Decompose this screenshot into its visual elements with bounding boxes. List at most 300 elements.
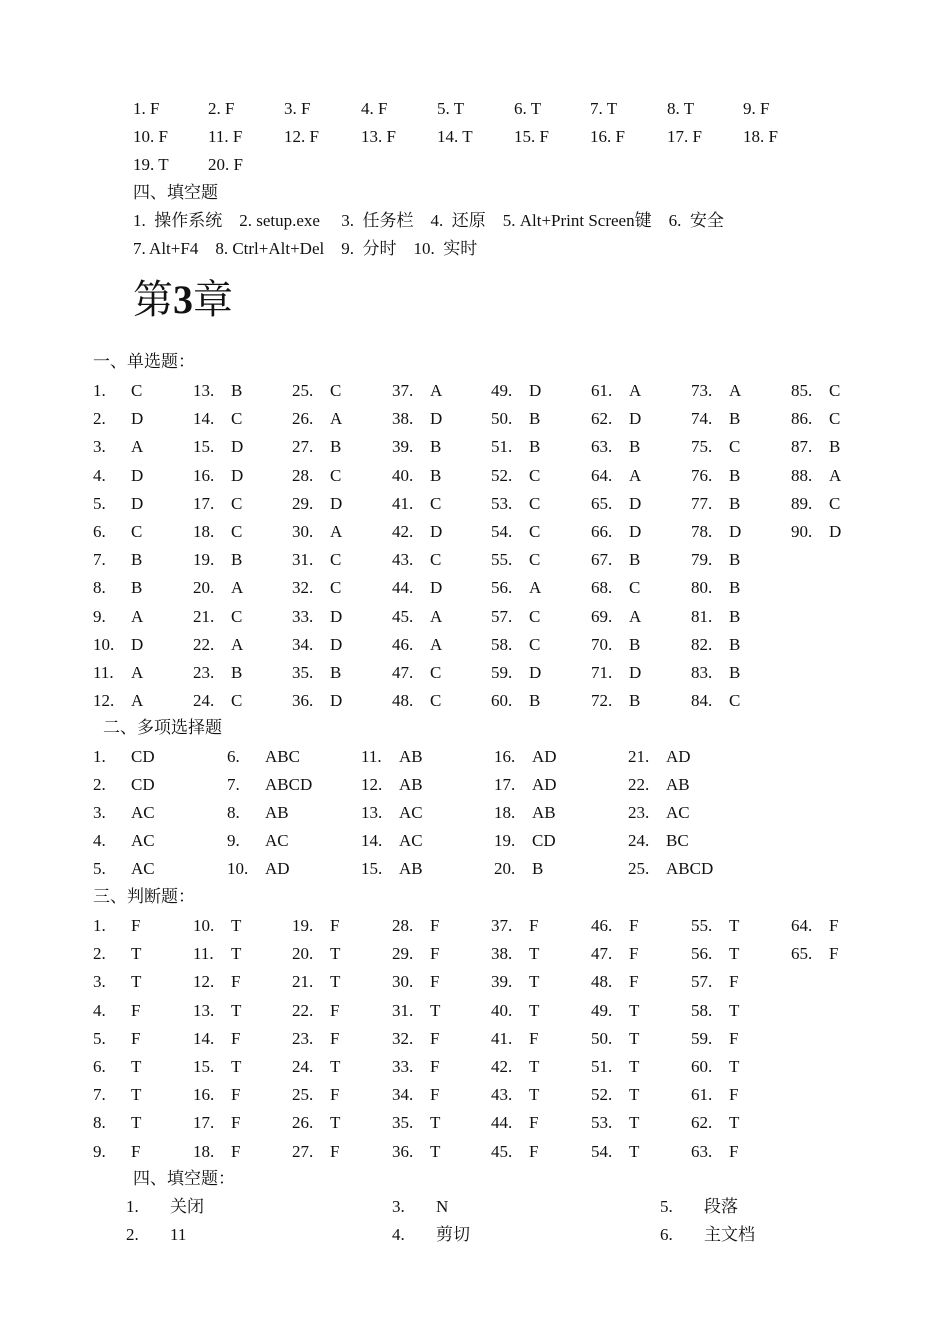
- single-choice-number: 73.: [691, 381, 713, 400]
- judge-answer: F: [231, 1141, 241, 1161]
- single-choice-answer: B: [131, 550, 143, 570]
- judge-number: 23.: [292, 1028, 314, 1048]
- judge-number: 37.: [491, 916, 513, 935]
- single-choice-answer: C: [131, 522, 143, 541]
- single-choice-answer: B: [231, 663, 243, 682]
- single-choice-number: 8.: [93, 578, 106, 598]
- judge-number: 4.: [93, 1000, 106, 1020]
- judge-number: 59.: [691, 1028, 713, 1048]
- multi-choice-answer: AD: [532, 747, 557, 766]
- single-choice-number: 9.: [93, 606, 106, 626]
- single-choice-number: 29.: [292, 493, 314, 513]
- single-choice-number: 85.: [791, 381, 813, 400]
- single-choice-number: 50.: [491, 409, 513, 429]
- single-choice-number: 72.: [591, 691, 613, 711]
- single-choice-answer: D: [629, 663, 642, 682]
- judge-answer: T: [729, 1000, 740, 1020]
- single-choice-number: 21.: [193, 606, 215, 626]
- multi-choice-answer: AB: [532, 803, 556, 823]
- single-choice-number: 62.: [591, 409, 613, 429]
- single-choice-number: 42.: [392, 522, 414, 541]
- single-choice-number: 18.: [193, 522, 215, 541]
- judge-answer: T: [430, 1113, 441, 1133]
- single-choice-number: 46.: [392, 634, 414, 654]
- judge-answer: F: [231, 1113, 241, 1133]
- judge-answer: T: [330, 1057, 341, 1076]
- single-choice-answer: D: [629, 522, 642, 541]
- multi-choice-number: 14.: [361, 831, 383, 851]
- judge-number: 47.: [591, 944, 613, 964]
- judge-answer: F: [629, 972, 639, 992]
- single-choice-answer: D: [131, 493, 144, 513]
- single-choice-answer: C: [829, 381, 841, 400]
- single-choice-answer: B: [529, 437, 541, 457]
- judge-number: 44.: [491, 1113, 513, 1133]
- single-choice-number: 23.: [193, 663, 215, 682]
- judge-number: 49.: [591, 1000, 613, 1020]
- judge-number: 9.: [93, 1141, 106, 1161]
- judge-answer: F: [629, 944, 639, 964]
- single-choice-answer: D: [729, 522, 742, 541]
- single-choice-number: 53.: [491, 493, 513, 513]
- multi-choice-answer: ABC: [265, 747, 300, 766]
- single-choice-answer: C: [729, 691, 741, 711]
- single-choice-answer: C: [231, 606, 243, 626]
- judge-number: 53.: [591, 1113, 613, 1133]
- single-choice-number: 83.: [691, 663, 713, 682]
- fill-blank-answer: 11: [170, 1225, 187, 1245]
- single-choice-number: 27.: [292, 437, 314, 457]
- judge-answer: T: [131, 972, 142, 992]
- single-choice-number: 74.: [691, 409, 713, 429]
- judge-number: 15.: [193, 1057, 215, 1076]
- single-choice-number: 87.: [791, 437, 813, 457]
- judge-number: 52.: [591, 1085, 613, 1105]
- single-choice-number: 80.: [691, 578, 713, 598]
- fill-blank-heading: 四、填空题：: [133, 1169, 235, 1188]
- single-choice-answer: B: [629, 437, 641, 457]
- judge-number: 60.: [691, 1057, 713, 1076]
- single-choice-number: 68.: [591, 578, 613, 598]
- single-choice-number: 66.: [591, 522, 613, 541]
- multi-choice-number: 8.: [227, 803, 240, 823]
- judge-answer: F: [330, 916, 340, 935]
- single-choice-answer: D: [131, 409, 144, 429]
- judge-number: 18.: [193, 1141, 215, 1161]
- single-choice-number: 48.: [392, 691, 414, 711]
- single-choice-number: 51.: [491, 437, 513, 457]
- single-choice-number: 76.: [691, 465, 713, 485]
- judge-answer: T: [729, 1057, 740, 1076]
- multi-choice-answer: AC: [666, 803, 690, 823]
- single-choice-answer: D: [330, 493, 343, 513]
- single-choice-answer: B: [729, 493, 741, 513]
- multi-choice-answer: AC: [399, 803, 423, 823]
- multi-choice-number: 9.: [227, 831, 240, 851]
- single-choice-number: 82.: [691, 634, 713, 654]
- multi-choice-answer: AC: [265, 831, 289, 851]
- multi-choice-number: 23.: [628, 803, 650, 823]
- single-choice-number: 44.: [392, 578, 414, 598]
- judge-number: 56.: [691, 944, 713, 964]
- judge-number: 40.: [491, 1000, 513, 1020]
- single-choice-answer: D: [629, 409, 642, 429]
- single-choice-number: 61.: [591, 381, 613, 400]
- ch2-tf-answer: 18. F: [743, 127, 778, 146]
- multi-choice-number: 18.: [494, 803, 516, 823]
- multi-choice-heading: 二、多项选择题: [103, 718, 222, 737]
- judge-number: 65.: [791, 944, 813, 964]
- ch2-fill-line-2: 7. Alt+F4 8. Ctrl+Alt+Del 9. 分时 10. 实时: [133, 239, 478, 258]
- single-choice-answer: A: [430, 606, 443, 626]
- single-choice-answer: D: [131, 465, 144, 485]
- single-choice-number: 13.: [193, 381, 215, 400]
- single-choice-answer: C: [330, 578, 342, 598]
- single-choice-answer: C: [729, 437, 741, 457]
- judge-number: 28.: [392, 916, 414, 935]
- single-choice-number: 35.: [292, 663, 314, 682]
- judge-number: 34.: [392, 1085, 414, 1105]
- single-choice-number: 88.: [791, 465, 813, 485]
- judge-answer: T: [529, 972, 540, 992]
- single-choice-answer: C: [529, 465, 541, 485]
- multi-choice-answer: AC: [131, 831, 155, 851]
- judge-answer: F: [729, 1141, 739, 1161]
- fill-blank-answer: 主文档: [704, 1225, 755, 1245]
- single-choice-answer: B: [729, 550, 741, 570]
- multi-choice-answer: BC: [666, 831, 689, 851]
- single-choice-number: 41.: [392, 493, 414, 513]
- single-choice-answer: A: [131, 663, 144, 682]
- fill-blank-number: 5.: [660, 1197, 673, 1216]
- fill-blank-number: 2.: [126, 1225, 139, 1245]
- single-choice-answer: C: [430, 663, 442, 682]
- single-choice-number: 89.: [791, 493, 813, 513]
- single-choice-number: 47.: [392, 663, 414, 682]
- single-choice-answer: C: [231, 691, 243, 711]
- multi-choice-number: 15.: [361, 859, 383, 879]
- single-choice-number: 28.: [292, 465, 314, 485]
- single-choice-answer: D: [629, 493, 642, 513]
- single-choice-number: 79.: [691, 550, 713, 570]
- single-choice-number: 5.: [93, 493, 106, 513]
- judge-answer: T: [231, 916, 242, 935]
- single-choice-number: 10.: [93, 634, 115, 654]
- single-choice-answer: C: [330, 550, 342, 570]
- single-choice-number: 36.: [292, 691, 314, 711]
- multi-choice-number: 16.: [494, 747, 516, 766]
- single-choice-answer: A: [131, 606, 144, 626]
- single-choice-answer: D: [231, 465, 244, 485]
- judge-answer: F: [430, 916, 440, 935]
- single-choice-number: 75.: [691, 437, 713, 457]
- judge-answer: F: [131, 916, 141, 935]
- multi-choice-number: 10.: [227, 859, 249, 879]
- single-choice-heading: 一、单选题：: [93, 352, 195, 371]
- single-choice-answer: B: [231, 381, 243, 400]
- single-choice-answer: A: [629, 465, 642, 485]
- single-choice-number: 63.: [591, 437, 613, 457]
- single-choice-number: 31.: [292, 550, 314, 570]
- single-choice-answer: D: [131, 634, 144, 654]
- multi-choice-number: 21.: [628, 747, 650, 766]
- single-choice-answer: A: [629, 381, 642, 400]
- judge-answer: T: [729, 916, 740, 935]
- single-choice-number: 39.: [392, 437, 414, 457]
- single-choice-number: 20.: [193, 578, 215, 598]
- judge-answer: T: [430, 1141, 441, 1161]
- judge-number: 48.: [591, 972, 613, 992]
- ch2-fill-line-1: 1. 操作系统 2. setup.exe 3. 任务栏 4. 还原 5. Alt+Print Screen键 6. 安全: [133, 211, 724, 230]
- single-choice-number: 38.: [392, 409, 414, 429]
- single-choice-answer: A: [430, 381, 443, 400]
- judge-answer: F: [430, 944, 440, 964]
- judge-number: 7.: [93, 1085, 106, 1105]
- single-choice-answer: A: [131, 437, 144, 457]
- multi-choice-answer: AC: [399, 831, 423, 851]
- single-choice-answer: A: [829, 465, 842, 485]
- judge-answer: F: [430, 1028, 440, 1048]
- single-choice-number: 6.: [93, 522, 106, 541]
- judge-number: 58.: [691, 1000, 713, 1020]
- ch2-tf-answer: 13. F: [361, 127, 396, 146]
- multi-choice-number: 5.: [93, 859, 106, 879]
- judge-answer: T: [629, 1085, 640, 1105]
- single-choice-answer: C: [529, 493, 541, 513]
- single-choice-answer: D: [430, 522, 443, 541]
- judge-number: 50.: [591, 1028, 613, 1048]
- single-choice-number: 37.: [392, 381, 414, 400]
- single-choice-number: 86.: [791, 409, 813, 429]
- single-choice-answer: B: [729, 465, 741, 485]
- single-choice-number: 32.: [292, 578, 314, 598]
- single-choice-answer: D: [529, 663, 542, 682]
- single-choice-number: 77.: [691, 493, 713, 513]
- judge-answer: F: [131, 1141, 141, 1161]
- single-choice-number: 90.: [791, 522, 813, 541]
- single-choice-answer: C: [330, 381, 342, 400]
- single-choice-answer: A: [131, 691, 144, 711]
- judge-number: 61.: [691, 1085, 713, 1105]
- single-choice-answer: B: [330, 437, 342, 457]
- single-choice-answer: C: [629, 578, 641, 598]
- single-choice-answer: A: [629, 606, 642, 626]
- multi-choice-answer: CD: [131, 775, 155, 795]
- single-choice-answer: B: [529, 409, 541, 429]
- judge-answer: T: [330, 944, 341, 964]
- judge-answer: T: [629, 1000, 640, 1020]
- ch2-tf-answer: 9. F: [743, 99, 770, 118]
- ch2-tf-answer: 3. F: [284, 99, 311, 118]
- judge-answer: T: [729, 944, 740, 964]
- judge-answer: T: [529, 1057, 540, 1076]
- single-choice-number: 59.: [491, 663, 513, 682]
- single-choice-answer: B: [729, 578, 741, 598]
- multi-choice-answer: AB: [666, 775, 690, 795]
- ch2-tf-answer: 4. F: [361, 99, 388, 118]
- single-choice-number: 14.: [193, 409, 215, 429]
- ch2-tf-answer: 19. T: [133, 155, 169, 174]
- judge-answer: T: [131, 944, 142, 964]
- judge-number: 25.: [292, 1085, 314, 1105]
- judge-number: 36.: [392, 1141, 414, 1161]
- single-choice-number: 26.: [292, 409, 314, 429]
- multi-choice-number: 6.: [227, 747, 240, 766]
- judge-number: 11.: [193, 944, 214, 964]
- judge-number: 5.: [93, 1028, 106, 1048]
- judge-answer: T: [529, 1085, 540, 1105]
- judge-answer: F: [430, 1057, 440, 1076]
- multi-choice-number: 7.: [227, 775, 240, 795]
- fill-blank-number: 4.: [392, 1225, 405, 1245]
- single-choice-answer: A: [231, 578, 244, 598]
- judge-answer: F: [529, 1113, 539, 1133]
- multi-choice-number: 19.: [494, 831, 516, 851]
- ch2-tf-answer: 12. F: [284, 127, 319, 146]
- judge-answer: F: [529, 916, 539, 935]
- multi-choice-answer: AD: [666, 747, 691, 766]
- judge-answer: T: [629, 1113, 640, 1133]
- single-choice-answer: D: [829, 522, 842, 541]
- judge-answer: T: [131, 1057, 142, 1076]
- single-choice-answer: C: [529, 606, 541, 626]
- judge-heading: 三、判断题：: [93, 887, 195, 906]
- single-choice-answer: D: [430, 409, 443, 429]
- single-choice-answer: C: [430, 691, 442, 711]
- ch2-tf-answer: 20. F: [208, 155, 243, 174]
- multi-choice-number: 24.: [628, 831, 650, 851]
- multi-choice-answer: AB: [265, 803, 289, 823]
- single-choice-answer: D: [529, 381, 542, 400]
- judge-answer: F: [330, 1141, 340, 1161]
- ch2-tf-answer: 2. F: [208, 99, 235, 118]
- single-choice-number: 30.: [292, 522, 314, 541]
- single-choice-answer: B: [729, 663, 741, 682]
- multi-choice-number: 3.: [93, 803, 106, 823]
- judge-answer: T: [330, 972, 341, 992]
- fill-blank-answer: 段落: [704, 1197, 738, 1216]
- multi-choice-number: 1.: [93, 747, 106, 766]
- single-choice-answer: C: [829, 493, 841, 513]
- single-choice-answer: B: [131, 578, 143, 598]
- ch2-tf-answer: 5. T: [437, 99, 465, 118]
- judge-number: 2.: [93, 944, 106, 964]
- single-choice-number: 45.: [392, 606, 414, 626]
- single-choice-number: 52.: [491, 465, 513, 485]
- judge-number: 63.: [691, 1141, 713, 1161]
- judge-number: 1.: [93, 916, 106, 935]
- single-choice-answer: B: [629, 634, 641, 654]
- single-choice-answer: C: [529, 634, 541, 654]
- ch2-tf-answer: 15. F: [514, 127, 549, 146]
- judge-answer: F: [231, 1028, 241, 1048]
- single-choice-number: 25.: [292, 381, 314, 400]
- judge-number: 30.: [392, 972, 414, 992]
- single-choice-number: 71.: [591, 663, 613, 682]
- single-choice-answer: B: [829, 437, 841, 457]
- judge-answer: T: [729, 1113, 740, 1133]
- single-choice-answer: C: [330, 465, 342, 485]
- judge-number: 41.: [491, 1028, 513, 1048]
- single-choice-number: 40.: [392, 465, 414, 485]
- single-choice-number: 33.: [292, 606, 314, 626]
- single-choice-answer: A: [330, 409, 343, 429]
- judge-number: 42.: [491, 1057, 513, 1076]
- multi-choice-number: 13.: [361, 803, 383, 823]
- judge-answer: T: [529, 944, 540, 964]
- single-choice-number: 49.: [491, 381, 513, 400]
- judge-answer: T: [629, 1028, 640, 1048]
- judge-answer: F: [829, 916, 839, 935]
- judge-number: 39.: [491, 972, 513, 992]
- single-choice-number: 4.: [93, 465, 106, 485]
- judge-number: 54.: [591, 1141, 613, 1161]
- single-choice-answer: B: [231, 550, 243, 570]
- single-choice-answer: C: [231, 409, 243, 429]
- judge-answer: F: [829, 944, 839, 964]
- judge-answer: F: [330, 1000, 340, 1020]
- fill-blank-number: 3.: [392, 1197, 405, 1216]
- single-choice-number: 65.: [591, 493, 613, 513]
- judge-answer: F: [131, 1028, 141, 1048]
- ch2-tf-answer: 6. T: [514, 99, 542, 118]
- multi-choice-answer: ABCD: [265, 775, 313, 795]
- multi-choice-number: 25.: [628, 859, 650, 879]
- multi-choice-answer: AD: [532, 775, 557, 795]
- judge-number: 45.: [491, 1141, 513, 1161]
- single-choice-answer: B: [529, 691, 541, 711]
- judge-number: 21.: [292, 972, 314, 992]
- judge-answer: T: [629, 1141, 640, 1161]
- single-choice-number: 22.: [193, 634, 215, 654]
- single-choice-number: 56.: [491, 578, 513, 598]
- judge-number: 64.: [791, 916, 813, 935]
- judge-answer: T: [231, 1057, 242, 1076]
- judge-number: 57.: [691, 972, 713, 992]
- multi-choice-answer: AC: [131, 803, 155, 823]
- judge-answer: F: [330, 1028, 340, 1048]
- judge-number: 31.: [392, 1000, 414, 1020]
- multi-choice-answer: AC: [131, 859, 155, 879]
- judge-number: 3.: [93, 972, 106, 992]
- judge-answer: T: [430, 1000, 441, 1020]
- single-choice-answer: B: [629, 550, 641, 570]
- single-choice-number: 67.: [591, 550, 613, 570]
- multi-choice-answer: AD: [265, 859, 290, 879]
- single-choice-number: 12.: [93, 691, 115, 711]
- judge-number: 35.: [392, 1113, 414, 1133]
- multi-choice-answer: CD: [131, 747, 155, 766]
- single-choice-number: 3.: [93, 437, 106, 457]
- single-choice-answer: D: [330, 634, 343, 654]
- multi-choice-number: 12.: [361, 775, 383, 795]
- single-choice-number: 64.: [591, 465, 613, 485]
- ch2-tf-answer: 14. T: [437, 127, 473, 146]
- judge-number: 46.: [591, 916, 613, 935]
- ch2-tf-answer: 1. F: [133, 99, 160, 118]
- judge-answer: F: [131, 1000, 141, 1020]
- multi-choice-answer: ABCD: [666, 859, 714, 879]
- single-choice-answer: B: [629, 691, 641, 711]
- multi-choice-number: 4.: [93, 831, 106, 851]
- single-choice-answer: B: [729, 606, 741, 626]
- multi-choice-number: 17.: [494, 775, 516, 795]
- multi-choice-answer: AB: [399, 775, 423, 795]
- single-choice-answer: D: [330, 691, 343, 711]
- multi-choice-answer: B: [532, 859, 544, 879]
- judge-number: 22.: [292, 1000, 314, 1020]
- single-choice-answer: A: [529, 578, 542, 598]
